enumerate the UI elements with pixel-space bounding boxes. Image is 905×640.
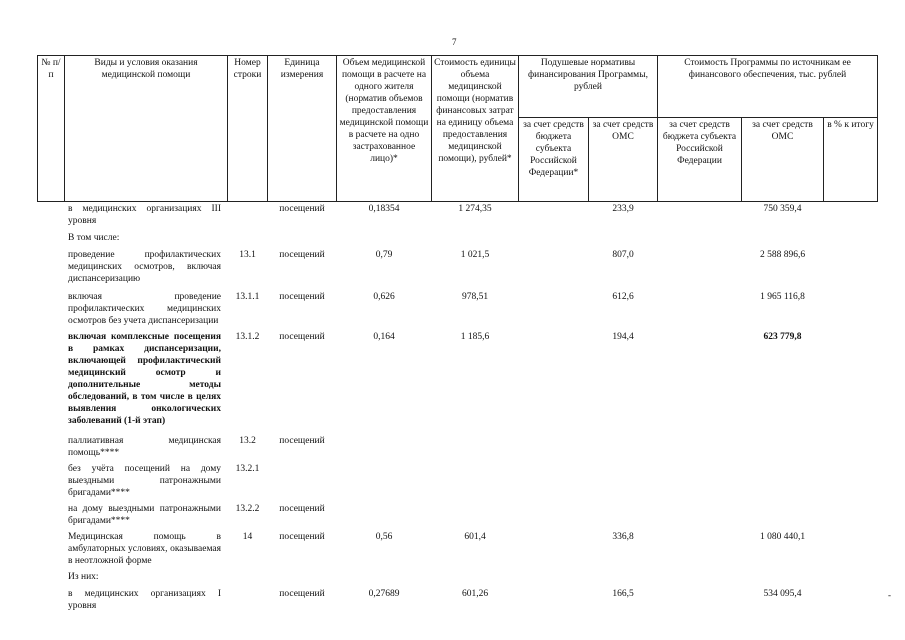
cell-pc-oms — [589, 433, 658, 461]
table-row — [38, 501, 878, 529]
cell-pc-oms — [589, 569, 658, 586]
cell-cost — [432, 501, 519, 529]
cell-pc-budget — [519, 569, 589, 586]
financing-table — [37, 55, 878, 614]
cell-name: без учёта посещений на дому выездными патронажными бригадами**** — [68, 463, 221, 498]
header-cost: Стоимость единицы объема медицинской помощи (норматив финансовых затрат на единицу объема предоставления медицинской помощи), рублей* — [432, 56, 519, 202]
cell-unit — [268, 569, 337, 586]
cell-pc-budget — [519, 202, 589, 230]
cell-name: проведение профилактических медицинских осмотров, включая диспансеризацию — [68, 249, 221, 284]
cell-name: В том числе: — [68, 232, 120, 243]
table-row — [38, 586, 878, 614]
cell-cost — [432, 569, 519, 586]
header-volume: Объем медицинской помощи в расчете на одного жителя (норматив объемов предоставления медицинской помощи в расчете на одно застрахованное лицо)* — [337, 56, 432, 202]
cell-unit: посещений — [279, 531, 325, 542]
margin-mark: - — [888, 590, 891, 600]
cell-pr-budget — [658, 569, 742, 586]
cell-pc-oms — [589, 230, 658, 247]
cell-cost: 601,26 — [461, 588, 489, 599]
cell-cost — [432, 461, 519, 501]
cell-pr-budget — [658, 501, 742, 529]
cell-num — [38, 586, 65, 614]
header-program-pct: в % к итогу — [824, 118, 878, 202]
cell-volume — [337, 501, 432, 529]
cell-pc-budget — [519, 529, 589, 569]
cell-pc-budget — [519, 329, 589, 433]
cell-unit: посещений — [279, 588, 325, 599]
cell-pr-budget — [658, 329, 742, 433]
cell-num — [38, 329, 65, 433]
cell-unit: посещений — [279, 503, 325, 514]
table-row — [38, 461, 878, 501]
cell-pct — [824, 501, 878, 529]
cell-cost: 978,51 — [461, 291, 489, 302]
cell-pr-oms: 623 779,8 — [763, 331, 802, 342]
header-per-capita-group: Подушевые нормативы финансирования Программы, рублей — [519, 56, 658, 118]
cell-pct — [824, 586, 878, 614]
cell-unit: посещений — [279, 291, 325, 302]
cell-pr-budget — [658, 247, 742, 289]
cell-pc-budget — [519, 586, 589, 614]
cell-row: 13.1.1 — [235, 291, 260, 302]
cell-name: в медицинских организациях III уровня — [68, 204, 221, 226]
cell-pct — [824, 329, 878, 433]
cell-name: Медицинская помощь в амбулаторных условиях, оказываемая в неотложной форме — [68, 531, 221, 566]
header-kind: Виды и условия оказания медицинской помощи — [65, 56, 228, 202]
cell-num — [38, 569, 65, 586]
cell-cost: 1 185,6 — [460, 331, 490, 342]
cell-pc-budget — [519, 289, 589, 329]
cell-pr-budget — [658, 289, 742, 329]
cell-num — [38, 289, 65, 329]
cell-row — [228, 202, 268, 230]
cell-num — [38, 433, 65, 461]
table-row — [38, 230, 878, 247]
table-row — [38, 202, 878, 230]
cell-name: Из них: — [68, 571, 99, 582]
table-row — [38, 329, 878, 433]
cell-pr-oms: 1 080 440,1 — [759, 531, 806, 542]
cell-pct — [824, 247, 878, 289]
cell-num — [38, 461, 65, 501]
cell-pr-budget — [658, 433, 742, 461]
cell-name: в медицинских организациях I уровня — [68, 588, 221, 611]
cell-row: 13.1 — [239, 249, 256, 260]
cell-pr-oms — [742, 461, 824, 501]
table-row — [38, 529, 878, 569]
header-per-capita-budget: за счет средств бюджета субъекта Российской Федерации* — [519, 118, 589, 202]
cell-pr-oms — [742, 569, 824, 586]
cell-pc-oms — [589, 461, 658, 501]
cell-pct — [824, 433, 878, 461]
cell-unit: посещений — [279, 435, 325, 446]
cell-volume: 0,56 — [375, 531, 393, 542]
table-row — [38, 433, 878, 461]
cell-pc-oms: 807,0 — [612, 249, 634, 260]
table-row — [38, 289, 878, 329]
cell-num — [38, 501, 65, 529]
cell-unit: посещений — [279, 249, 325, 260]
cell-pct — [824, 289, 878, 329]
header-row-number: Номер строки — [228, 56, 268, 202]
cell-pc-oms: 166,5 — [612, 588, 634, 599]
cell-name: на дому выездными патронажными бригадами**** — [68, 503, 221, 526]
cell-volume — [337, 230, 432, 247]
cell-pc-budget — [519, 230, 589, 247]
table-row — [38, 247, 878, 289]
cell-pc-oms: 194,4 — [612, 331, 634, 342]
cell-pc-oms: 612,6 — [612, 291, 634, 302]
cell-unit: посещений — [279, 331, 325, 342]
cell-volume — [337, 433, 432, 461]
cell-volume — [337, 461, 432, 501]
cell-unit — [268, 230, 337, 247]
cell-pc-budget — [519, 247, 589, 289]
cell-row — [228, 569, 268, 586]
cell-pr-budget — [658, 529, 742, 569]
cell-num — [38, 247, 65, 289]
header-unit: Единица измерения — [268, 56, 337, 202]
cell-pr-budget — [658, 230, 742, 247]
cell-cost: 601,4 — [464, 531, 486, 542]
table-row — [38, 569, 878, 586]
header-per-capita-oms: за счет средств ОМС — [589, 118, 658, 202]
cell-row: 13.2.1 — [235, 463, 260, 474]
cell-pc-oms — [589, 501, 658, 529]
cell-volume: 0,626 — [373, 291, 395, 302]
cell-pr-oms — [742, 501, 824, 529]
cell-row — [228, 586, 268, 614]
cell-pr-budget — [658, 202, 742, 230]
cell-pr-oms — [742, 433, 824, 461]
cell-volume: 0,164 — [373, 331, 395, 342]
header-program-group: Стоимость Программы по источникам ее финансового обеспечения, тыс. рублей — [658, 56, 878, 118]
header-program-budget: за счет средств бюджета субъекта Российской Федерации — [658, 118, 742, 202]
cell-pr-oms: 1 965 116,8 — [760, 291, 805, 302]
cell-pr-oms: 750 359,4 — [763, 204, 802, 214]
cell-row: 13.1.2 — [235, 331, 260, 342]
cell-pr-budget — [658, 586, 742, 614]
cell-name: паллиативная медицинская помощь**** — [68, 435, 221, 458]
cell-volume: 0,27689 — [368, 588, 400, 599]
cell-cost: 1 021,5 — [460, 249, 490, 260]
cell-pr-oms: 534 095,4 — [763, 588, 802, 599]
cell-num — [38, 230, 65, 247]
cell-pct — [824, 461, 878, 501]
cell-pr-oms — [742, 230, 824, 247]
page-number: 7 — [452, 37, 457, 47]
cell-pct — [824, 529, 878, 569]
cell-unit: посещений — [279, 204, 325, 214]
cell-volume — [337, 569, 432, 586]
cell-pr-budget — [658, 461, 742, 501]
cell-pc-budget — [519, 501, 589, 529]
cell-cost — [432, 433, 519, 461]
cell-pr-oms: 2 588 896,6 — [759, 249, 806, 260]
cell-cost: 1 274,35 — [458, 204, 492, 214]
cell-cost — [432, 230, 519, 247]
cell-row — [228, 230, 268, 247]
cell-pct — [824, 230, 878, 247]
cell-volume: 0,79 — [375, 249, 393, 260]
cell-pc-oms: 336,8 — [612, 531, 634, 542]
cell-volume: 0,18354 — [368, 204, 400, 214]
cell-pc-budget — [519, 461, 589, 501]
cell-row: 13.2.2 — [235, 503, 260, 514]
cell-pc-budget — [519, 433, 589, 461]
cell-row: 13.2 — [239, 435, 256, 446]
cell-row: 14 — [242, 531, 253, 542]
cell-num — [38, 529, 65, 569]
header-num: № п/п — [38, 56, 65, 202]
cell-num — [38, 202, 65, 230]
cell-name: включая проведение профилактических медицинских осмотров без учета диспансеризации — [68, 291, 221, 326]
cell-pc-oms: 233,9 — [612, 204, 634, 214]
header-program-oms: за счет средств ОМС — [742, 118, 824, 202]
cell-name: включая комплексные посещения в рамках диспансеризации, включающей профилактический медицинский осмотр и дополнительные методы обследований, в том числе в целях выявления онкологических заболеваний (1-й этап) — [68, 331, 221, 426]
cell-pct — [824, 202, 878, 230]
cell-unit — [268, 461, 337, 501]
cell-pct — [824, 569, 878, 586]
